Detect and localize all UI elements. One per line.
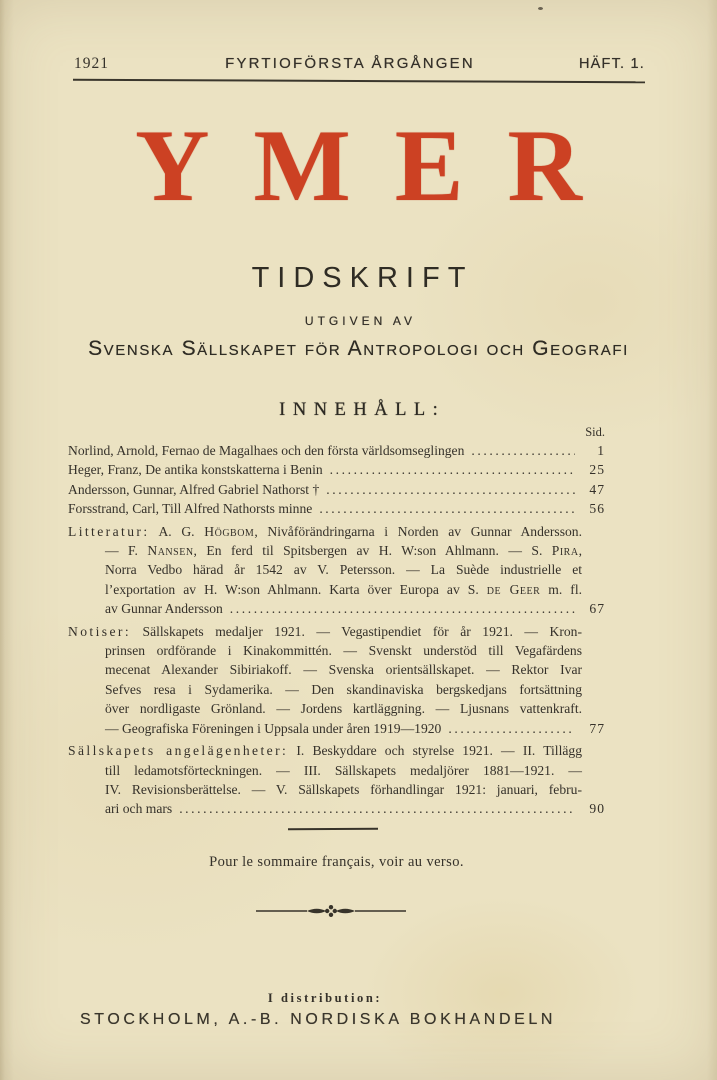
toc-page-number: 90 xyxy=(589,801,605,817)
toc-line xyxy=(68,799,605,818)
toc-line xyxy=(68,599,605,618)
toc-line-text: Norra Vedbo härad år 1542 av V. Petersson. — La Suède industrielle et xyxy=(105,562,582,578)
toc-page-number: 25 xyxy=(589,462,605,478)
journal-title: YMER xyxy=(135,109,626,223)
toc-line xyxy=(68,780,605,799)
toc-line-text: av Gunnar Andersson xyxy=(105,601,223,617)
dot-leader xyxy=(319,499,575,518)
ornament-divider xyxy=(62,903,599,919)
header-volume: FYRTIOFÖRSTA ÅRGÅNGEN xyxy=(225,55,475,72)
ornament-icon xyxy=(256,903,406,919)
toc-line-text: mecenat Alexander Sibiriakoff. — Svenska orientsällskapet. — Rektor Ivar xyxy=(105,662,582,678)
toc-line-text: Heger, Franz, De antika konstskatterna i Benin xyxy=(68,462,323,478)
published-by-label: UTGIVEN AV xyxy=(304,314,417,328)
toc-line-text: till ledamotsförteckningen. — III. Sällskapets medaljörer 1881—1921. — xyxy=(105,762,582,778)
table-of-contents xyxy=(68,441,605,819)
toc-line-text: ari och mars xyxy=(105,801,173,817)
toc-line xyxy=(68,560,605,579)
header-issue: HÄFT. 1. xyxy=(579,56,645,72)
toc-line xyxy=(68,741,605,760)
toc-line xyxy=(68,641,605,660)
toc-line xyxy=(68,480,605,499)
toc-page-number: 67 xyxy=(589,601,605,617)
toc-line-text: Litteratur: A. G. Högbom, Nivåförändringarna i Norden av Gunnar Andersson. xyxy=(68,523,582,539)
toc-line xyxy=(68,622,605,641)
section-divider-rule xyxy=(288,827,378,829)
toc-line xyxy=(68,680,605,699)
toc-line-text: prinsen ordförande i Kinakommittén. — Svenskt understöd till Vegafärdens xyxy=(105,643,582,659)
publisher-name: STOCKHOLM, A.-B. NORDISKA BOKHANDELN xyxy=(79,1010,557,1028)
toc-page-number: 77 xyxy=(589,720,605,736)
toc-line-text: Forsstrand, Carl, Till Alfred Nathorsts minne xyxy=(68,501,313,517)
toc-line-text: l’exportation av H. W:son Ahlmann. Karta över Europa av S. de Geer m. fl. xyxy=(105,581,582,597)
toc-line-text: Norlind, Arnold, Fernao de Magalhaes och den första världsomseglingen xyxy=(68,443,465,458)
toc-page-number: 1 xyxy=(597,443,605,458)
society-name: Svenska Sällskapet för Antropologi och Geografi xyxy=(88,337,629,360)
toc-line-text: Sefves resa i Sydamerika. — Den skandinaviska bergskedjans fortsättning xyxy=(105,681,582,697)
toc-block-articles xyxy=(68,441,605,519)
toc-line xyxy=(68,499,605,518)
header-rule xyxy=(73,79,645,83)
toc-page-number: 56 xyxy=(589,501,605,517)
toc-block-notiser xyxy=(68,622,605,738)
journal-subtitle: TIDSKRIFT xyxy=(251,262,474,294)
toc-line-text: — Geografiska Föreningen i Uppsala under åren 1919—1920 xyxy=(105,720,442,736)
toc-line xyxy=(68,660,605,679)
contents-heading: INNEHÅLL: xyxy=(279,400,446,420)
toc-line-text: — F. Nansen, En ferd til Spitsbergen av H. W:son Ahlmann. — S. Pira, xyxy=(105,543,582,559)
toc-line-text: Notiser: Sällskapets medaljer 1921. — Vegastipendiet för år 1921. — Kron- xyxy=(68,623,582,639)
toc-page-number: 47 xyxy=(589,481,605,497)
dot-leader xyxy=(326,480,575,499)
dot-leader xyxy=(230,599,575,618)
toc-line-text: IV. Revisionsberättelse. — V. Sällskapets förhandlingar 1921: januari, febru- xyxy=(105,781,582,797)
toc-block-litteratur xyxy=(68,522,605,619)
dot-leader xyxy=(471,441,575,460)
toc-line-text: över nordligaste Grönland. — Jordens kartläggning. — Ljusnans vattenkraft. xyxy=(105,701,582,717)
page-column-label: Sid. xyxy=(585,425,605,439)
dot-leader xyxy=(179,799,575,818)
toc-line-text: Sällskapets angelägenheter: I. Beskyddare och styrelse 1921. — II. Tillägg xyxy=(68,743,582,759)
running-header xyxy=(74,55,645,73)
toc-line xyxy=(68,460,605,479)
toc-line xyxy=(68,522,605,541)
toc-line xyxy=(68,541,605,560)
toc-line xyxy=(68,761,605,780)
toc-line xyxy=(68,580,605,599)
header-year: 1921 xyxy=(74,55,109,72)
toc-line xyxy=(68,699,605,718)
dot-leader xyxy=(448,719,575,738)
toc-block-sallskapets-angelagenheter xyxy=(68,741,605,819)
distribution-label: I distribution: xyxy=(267,990,383,1005)
paper-speck xyxy=(538,7,543,10)
toc-line-text: Andersson, Gunnar, Alfred Gabriel Nathorst † xyxy=(68,481,320,497)
dot-leader xyxy=(330,460,575,479)
toc-line xyxy=(68,441,605,460)
toc-line xyxy=(68,719,605,738)
french-summary-note: Pour le sommaire français, voir au verso. xyxy=(209,853,464,870)
